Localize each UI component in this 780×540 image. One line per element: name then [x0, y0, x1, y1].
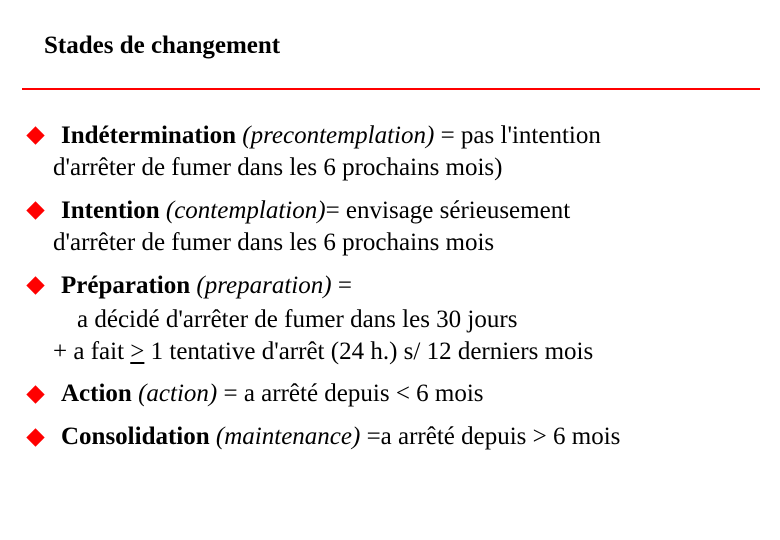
- red-diamond-bullet-icon: [26, 201, 44, 219]
- slide-title: Stades de changement: [44, 32, 281, 59]
- continuation-text: + a fait: [53, 338, 131, 365]
- stage-description: =a arrêté depuis > 6 mois: [360, 423, 621, 450]
- stage-english: (precontemplation): [242, 122, 435, 149]
- bullet-continuation: [53, 336, 593, 368]
- red-diamond-bullet-icon: [26, 126, 44, 144]
- bullet-item-intention: [61, 195, 570, 227]
- stage-description: = a arrêté depuis < 6 mois: [217, 380, 484, 407]
- title-divider: [22, 88, 760, 90]
- stage-english: (maintenance): [215, 423, 361, 450]
- bullet-item-preparation: [61, 270, 352, 302]
- bullet-continuation: d'arrêter de fumer dans les 6 prochains mois: [53, 229, 495, 256]
- stage-english: (preparation): [196, 272, 332, 299]
- stage-description: = pas l'intention: [434, 122, 601, 149]
- stage-term: Consolidation: [61, 423, 210, 450]
- bullet-continuation: a décidé d'arrêter de fumer dans les 30 jours: [77, 306, 518, 333]
- greater-or-equal-symbol: >: [130, 338, 145, 365]
- bullet-item-action: [61, 378, 484, 410]
- stage-term: Action: [61, 380, 132, 407]
- stage-english: (action): [138, 380, 218, 407]
- red-diamond-bullet-icon: [26, 428, 44, 446]
- bullet-item-indetermination: [61, 120, 601, 152]
- red-diamond-bullet-icon: [26, 385, 44, 403]
- stage-term: Préparation: [61, 272, 191, 299]
- stage-term: Intention: [61, 197, 160, 224]
- stage-description: =: [331, 272, 352, 299]
- red-diamond-bullet-icon: [26, 276, 44, 294]
- stage-english: (contemplation): [165, 197, 326, 224]
- continuation-text: 1 tentative d'arrêt (24 h.) s/ 12 derniers mois: [144, 338, 594, 365]
- bullet-continuation: d'arrêter de fumer dans les 6 prochains mois): [53, 154, 503, 181]
- stage-term: Indétermination: [61, 122, 236, 149]
- stage-description: = envisage sérieusement: [325, 197, 571, 224]
- bullet-item-consolidation: [61, 421, 620, 453]
